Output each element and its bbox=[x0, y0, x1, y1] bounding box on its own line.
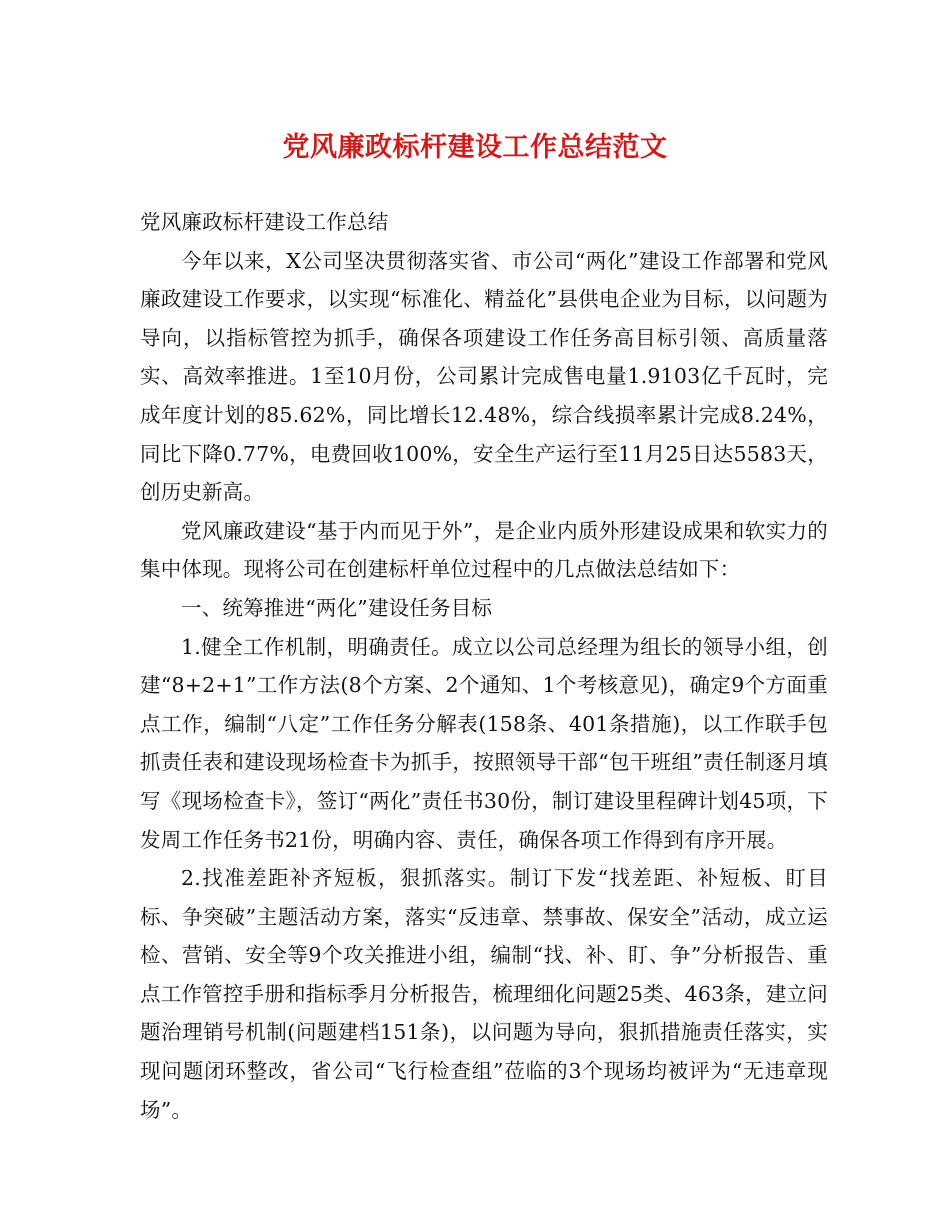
paragraph-intro: 今年以来，X公司坚决贯彻落实省、市公司“两化”建设工作部署和党风廉政建设工作要求，以实现“标准化、精益化”县供电企业为目标，以问题为导向，以指标管控为抓手，确保各项建设工作任务高目标引领、高质量落实、高效率推进。1至10月份，公司累计完成售电量1.9103亿千瓦时，完成年度计划的85.62%，同比增长12.48%，综合线损率累计完成8.24%，同比下降0.77%，电费回收100%，安全生产运行至11月25日达5583天，创历史新高。 bbox=[140, 248, 828, 505]
paragraph-item-2: 2.找准差距补齐短板，狠抓落实。制订下发“找差距、补短板、盯目标、争突破”主题活动方案，落实“反违章、禁事故、保安全”活动，成立运检、营销、安全等9个攻关推进小组，编制“找、补、盯、争”分析报告、重点工作管控手册和指标季月分析报告，梳理细化问题25类、463条，建立问题治理销号机制(问题建档151条)，以问题为导向，狠抓措施责任落实，实现问题闭环整改，省公司“飞行检查组”莅临的3个现场均被评为“无违章现场”。 bbox=[140, 866, 828, 1122]
document-subtitle: 党风廉政标杆建设工作总结 bbox=[140, 210, 389, 234]
paragraph-summary: 党风廉政建设“基于内而见于外”，是企业内质外形建设成果和软实力的集中体现。现将公司在创建标杆单位过程中的几点做法总结如下： bbox=[140, 518, 828, 582]
document-title: 党风廉政标杆建设工作总结范文 bbox=[282, 132, 668, 163]
document-body bbox=[140, 203, 828, 1129]
section-heading-1: 一、统筹推进“两化”建设任务目标 bbox=[181, 595, 493, 620]
paragraph-item-1: 1.健全工作机制，明确责任。成立以公司总经理为组长的领导小组，创建“8+2+1”工作方法(8个方案、2个通知、1个考核意见)，确定9个方面重点工作，编制“八定”工作任务分解表(158条、401条措施)，以工作联手包抓责任表和建设现场检查卡为抓手，按照领导干部“包干班组”责任制逐月填写《现场检查卡》，签订“两化”责任书30份，制订建设里程碑计划45项，下发周工作任务书21份，明确内容、责任，确保各项工作得到有序开展。 bbox=[140, 634, 828, 852]
